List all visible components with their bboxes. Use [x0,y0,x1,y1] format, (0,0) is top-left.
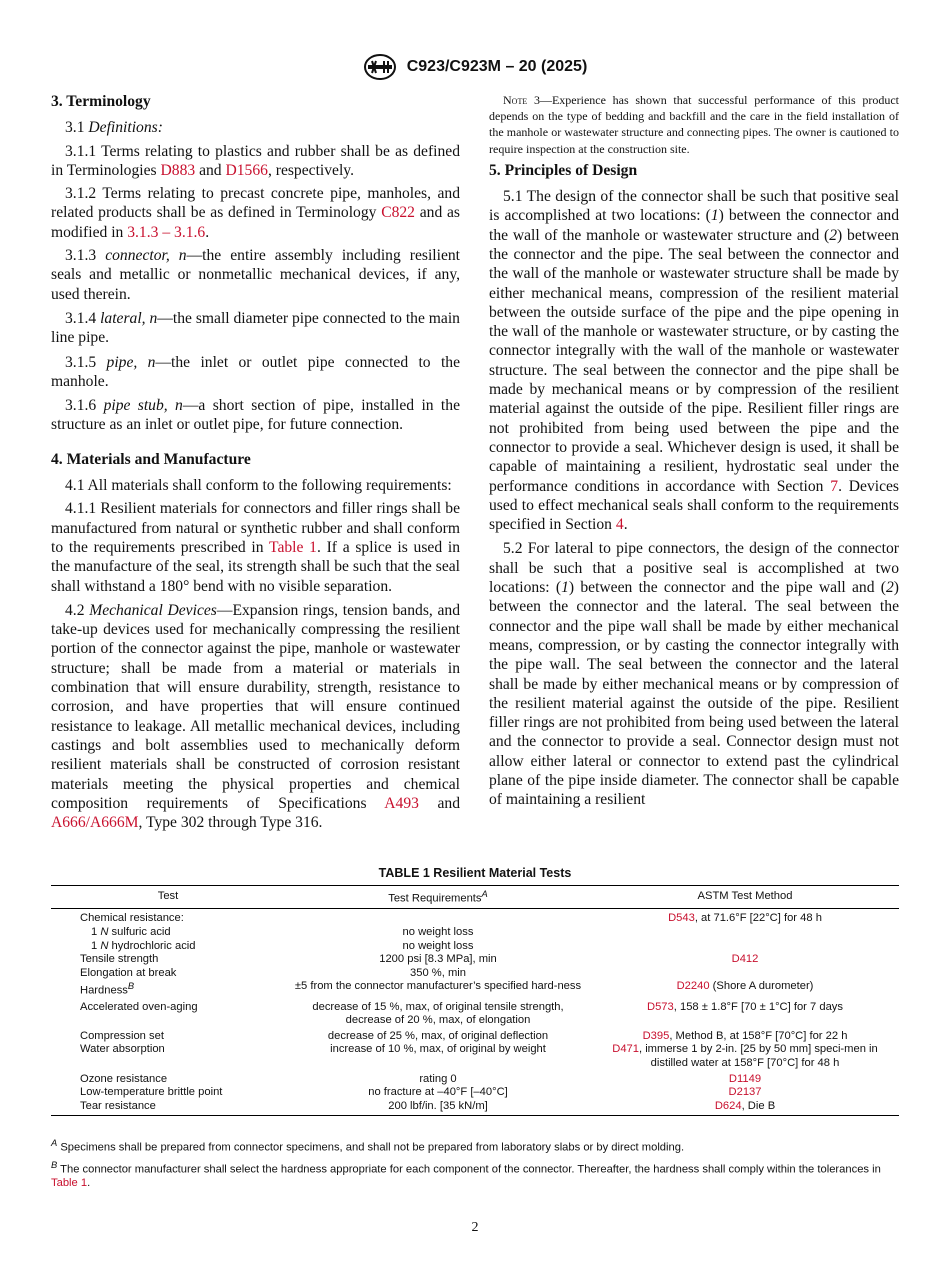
ref-d395-link[interactable]: D395 [642,1029,670,1042]
para-3-1: 3.1 Definitions: [65,119,163,137]
table-row: Hardness$^B$ ±5 from the connector manufacturer’s specified hard-ness D2240 (Shore A durometer) [80,980,814,998]
para-4-1: 4.1 All materials shall conform to the following requirements: [65,477,452,495]
ref-d624-link[interactable]: D624 [714,1099,742,1112]
col-header-method: ASTM Test Method [591,886,899,909]
table-1 [51,885,899,1116]
table-row: Tear resistance 200 lbf/in. [35 kN/m] D624, Die B [51,1100,899,1116]
ref-d573-link[interactable]: D573 [647,1000,674,1013]
para-3-1-5: 3.1.5 pipe, n—the inlet or outlet pipe connected to the manhole. [51,353,460,390]
ref-3-1-3-link[interactable]: 3.1.3 – 3.1.6 [127,223,206,241]
ref-d2240-link[interactable]: D2240 [676,980,710,993]
ref-section-4-link[interactable]: 4 [615,516,624,534]
para-3-1-3: 3.1.3 connector, n—the entire assembly including resilient seals and metallic or nonmetallic mechanical devices, if any, used therein. [51,247,461,303]
table-footnotes [51,1136,899,1193]
ref-d2137-link[interactable]: D2137 [728,1086,762,1099]
page-header [0,52,950,82]
astm-logo-icon [363,52,397,82]
page-number: 2 [471,1220,479,1235]
col-header-requirements: Test Requirements$^A$ [285,886,591,909]
ref-a493-link[interactable]: A493 [384,794,419,812]
ref-d883-link[interactable]: D883 [160,161,196,179]
para-4-2: 4.2 Mechanical Devices—Expansion rings, tension bands, and take-up devices used for mechanically compressing the resilient portion of the connector against the pipe, manhole or wastewater structure; shall be made from a material or materials in combination that will ensure durability, strength, resistance to corrosion, and have properties that will ensure continued resistance to leakage. All metallic mechanical devices, including castings and bolt assemblies used to mechanically deform resilient materials shall be constructed of corrosion resistant materials meeting the physical properties and chemical composition requirements of Specifications A493 and A666/A666M, Type 302 through Type 316. [51,601,461,832]
footnote-a: $^A$ Specimens shall be prepared from connector specimens, and shall not be prepared from laboratory slabs or by direct molding. [51,1138,685,1154]
note-3: Note 3—Experience has shown that successful performance of this product depends on the type of bedding and backfill and the care in the field installation of the manhole or wastewater structure and connecting pipes. The owner is cautioned to require inspection at the construction site. [489,93,899,156]
section-5-title: 5. Principles of Design [489,161,638,179]
table-row: Ozone resistance rating 0 D1149 [80,1072,762,1085]
para-3-1-6: 3.1.6 pipe stub, n—a short section of pipe, installed in the structure as an inlet or outlet pipe, for future connection. [51,397,460,434]
ref-d1566-link[interactable]: D1566 [225,161,268,179]
para-5-2: 5.2 For lateral to pipe connectors, the design of the connector shall be such that a positive seal is accomplished at two locations: (1) between the connector and the pipe wall and (2) between the connector and the lateral. The seal between the connector and the pipe wall shall be made by either mechanical means, compression, or by casting the connector integrally with the pipe wall. The seal between the connector and the lateral shall be made by either mechanical means or by compression of the resilient material against the outside of the pipe. Resilient filler rings are not prohibited from being used between the lateral and the connector to provide a seal. Connector design must not allow either lateral or connector to extend past the cylindrical plane of the pipe inside diameter. The connector shall be capable of maintaining a resilient [489,540,899,809]
table-row: Compression set decrease of 25 %, max, of original deflection D395, Method B, at 158°F [70°C] for 22 h [80,1029,848,1042]
footnote-b: $^B$ The connector manufacturer shall select the hardness appropriate for each component of the connector. Thereafter, the hardness shall comply within the tolerances in Table 1. [51,1159,881,1190]
para-5-1: 5.1 The design of the connector shall be such that positive seal is accomplished at two locations: (1) between the connector and the wall of the manhole or wastewater structure and (2) between the connector and the pipe. The seal between the connector and the wall of the manhole or wastewater structure shall be made by either mechanical means, compression of the resilient material between the outside surface of the pipe and the pipe opening in the wall of the manhole or wastewater structure, or by casting the connector integrally with the wall of the manhole or wastewater structure. The seal between the connector and the pipe shall be made by mechanical means or by compression of the resilient material against the outside of the pipe. Resilient filler rings are not prohibited from being used between the pipe and the connector to provide a seal. Whichever design is used, it shall be capable of maintaining a resilient, hydrostatic seal under the performance conditions in accordance with Section 7. Devices used to effect mechanical seals shall conform to the requirements specified in Section 4. [489,188,899,534]
table-row: 1 N sulfuric acid no weight loss [91,925,474,938]
ref-table-1-footnote-link[interactable]: Table 1 [51,1177,88,1190]
ref-d412-link[interactable]: D412 [731,953,759,966]
ref-section-7-link[interactable]: 7 [830,477,839,495]
para-3-1-4: 3.1.4 lateral, n—the small diameter pipe connected to the main line pipe. [51,309,460,347]
para-3-1-2: 3.1.2 Terms relating to precast concrete pipe, manholes, and related products shall be as defined in Terminology C822 and as modified in 3.1.3 – 3.1.6. [51,185,460,241]
table-1-title: TABLE 1 Resilient Material Tests [378,866,572,880]
ref-d471-link[interactable]: D471 [612,1043,639,1056]
table-row: Accelerated oven-aging decrease of 15 %, max, of original tensile strength, decrease of 20 %, max, of elongation D573, 158 ± 1.8°F [70 ± 1°C] for 7 days [80,1000,843,1027]
table-row: Elongation at break 350 %, min [80,966,466,979]
left-column [51,92,460,836]
ref-a666-link[interactable]: A666/A666M [51,814,139,832]
col-header-test: Test [51,886,285,909]
section-3-title: 3. Terminology [51,93,151,110]
table-row: Water absorption increase of 10 %, max, of original by weight D471, immerse 1 by 2-in. [25 by 50 mm] speci-men in distilled water at 158°F [70°C] for 48 h [80,1043,878,1069]
ref-d1149-link[interactable]: D1149 [728,1072,762,1085]
table-row: Chemical resistance: D543, at 71.6°F [22°C] for 48 h [80,912,822,925]
para-4-1-1: 4.1.1 Resilient materials for connectors and filler rings shall be manufactured from natural or synthetic rubber and shall conform to the requirements prescribed in Table 1. If a splice is used in the manufacture of the seal, its strength shall be such that the seal shall withstand a 180° bend with no visible separation. [51,500,460,595]
para-3-1-1: 3.1.1 Terms relating to plastics and rubber shall be as defined in Terminologies D883 and D1566, respectively. [51,142,460,179]
ref-c822-link[interactable]: C822 [381,204,415,222]
table-header-row [51,886,899,909]
right-column [489,92,899,814]
document-designation: C923/C923M – 20 (2025) [406,58,588,75]
section-4-title: 4. Materials and Manufacture [51,450,251,468]
table-row: 1 N hydrochloric acid no weight loss [91,939,474,952]
table-row: Tensile strength 1200 psi [8.3 MPa], min D412 [80,953,759,966]
ref-table-1-link[interactable]: Table 1 [269,538,317,556]
table-row: Low-temperature brittle point no fracture at –40°F [–40°C] D2137 [80,1086,762,1099]
ref-d543-link[interactable]: D543 [668,912,695,925]
